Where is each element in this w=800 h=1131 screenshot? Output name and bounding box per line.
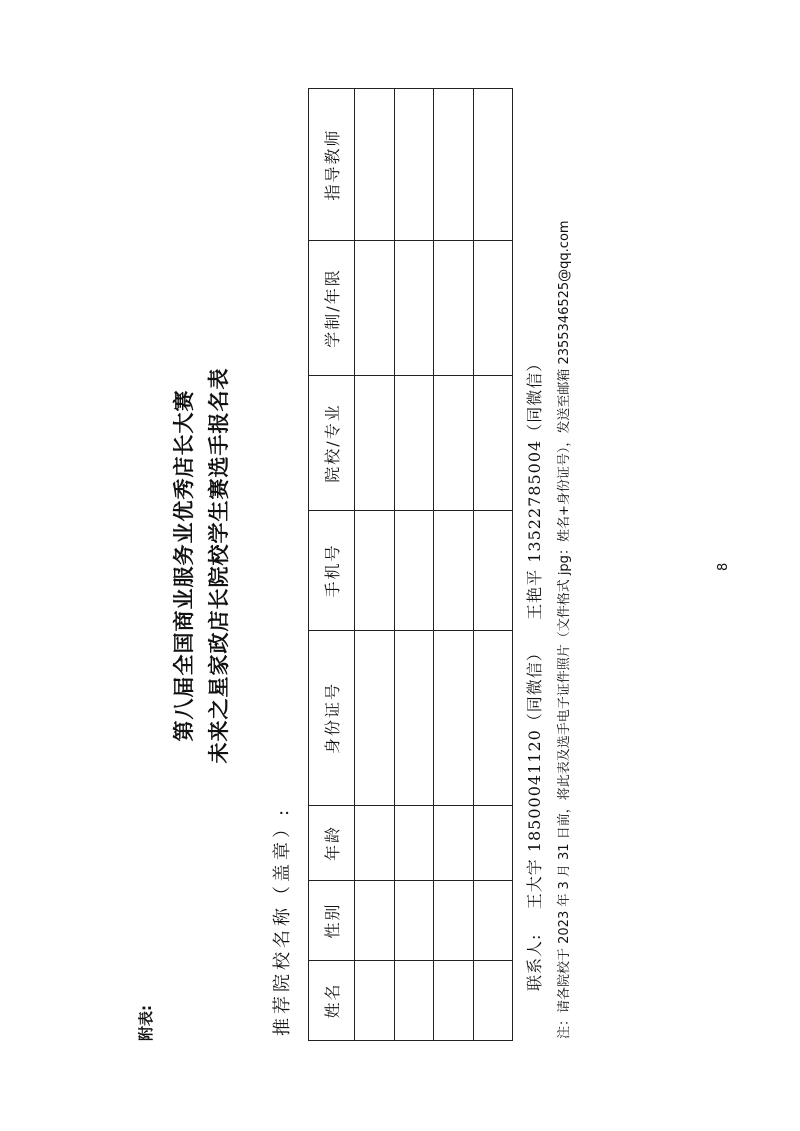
header-phone: 手机号 xyxy=(309,511,355,631)
table-cell[interactable] xyxy=(434,511,474,631)
table-cell[interactable] xyxy=(473,881,513,961)
table-cell[interactable] xyxy=(355,631,395,806)
contact-persons: 联系人: 王大宇 18500041120（同微信） 王艳平 13522785004（同微信） xyxy=(525,354,544,991)
table-cell[interactable] xyxy=(434,376,474,511)
header-age: 年龄 xyxy=(309,806,355,881)
table-cell[interactable] xyxy=(394,89,434,241)
header-name: 姓名 xyxy=(309,961,355,1041)
table-cell[interactable] xyxy=(355,961,395,1041)
table-cell[interactable] xyxy=(355,241,395,376)
table-cell[interactable] xyxy=(434,89,474,241)
table-header-row xyxy=(309,89,355,1041)
header-program-length: 学制/年限 xyxy=(309,241,355,376)
registration-table xyxy=(308,88,513,1041)
table-cell[interactable] xyxy=(473,89,513,241)
table-row xyxy=(394,89,434,1041)
table-row xyxy=(434,89,474,1041)
header-school-major: 院校/专业 xyxy=(309,376,355,511)
submission-note: 注：请各院校于 2023 年 3 月 31 日前，将此表及选手电子证件照片（文件格式 jpg：姓名+身份证号），发送至邮箱 2355346525@qq.com xyxy=(557,220,572,1039)
form-title-line2: 未来之星家政店长院校学生赛选手报名表 xyxy=(207,367,231,764)
table-cell[interactable] xyxy=(434,961,474,1041)
header-id-number: 身份证号 xyxy=(309,631,355,806)
recommending-school-label: 推荐院校名称（盖章）: xyxy=(272,805,293,1036)
table-row xyxy=(355,89,395,1041)
table-cell[interactable] xyxy=(473,511,513,631)
table-cell[interactable] xyxy=(394,511,434,631)
table-cell[interactable] xyxy=(394,241,434,376)
table-cell[interactable] xyxy=(394,806,434,881)
table-cell[interactable] xyxy=(473,631,513,806)
table-cell[interactable] xyxy=(434,631,474,806)
table-cell[interactable] xyxy=(394,376,434,511)
table-cell[interactable] xyxy=(355,806,395,881)
table-cell[interactable] xyxy=(434,241,474,376)
table-cell[interactable] xyxy=(355,511,395,631)
table-cell[interactable] xyxy=(473,376,513,511)
table-cell[interactable] xyxy=(394,881,434,961)
header-advisor: 指导教师 xyxy=(309,89,355,241)
table-cell[interactable] xyxy=(434,806,474,881)
table-cell[interactable] xyxy=(434,881,474,961)
table-cell[interactable] xyxy=(355,89,395,241)
page-number: 8 xyxy=(716,562,731,571)
table-cell[interactable] xyxy=(473,806,513,881)
table-cell[interactable] xyxy=(473,961,513,1041)
table-cell[interactable] xyxy=(394,961,434,1041)
table-cell[interactable] xyxy=(473,241,513,376)
header-gender: 性别 xyxy=(309,881,355,961)
form-title-line1: 第八届全国商业服务业优秀店长大赛 xyxy=(172,389,196,742)
table-cell[interactable] xyxy=(394,631,434,806)
table-cell[interactable] xyxy=(355,376,395,511)
table-cell[interactable] xyxy=(355,881,395,961)
table-row xyxy=(473,89,513,1041)
attachment-label: 附表: xyxy=(137,1005,155,1041)
